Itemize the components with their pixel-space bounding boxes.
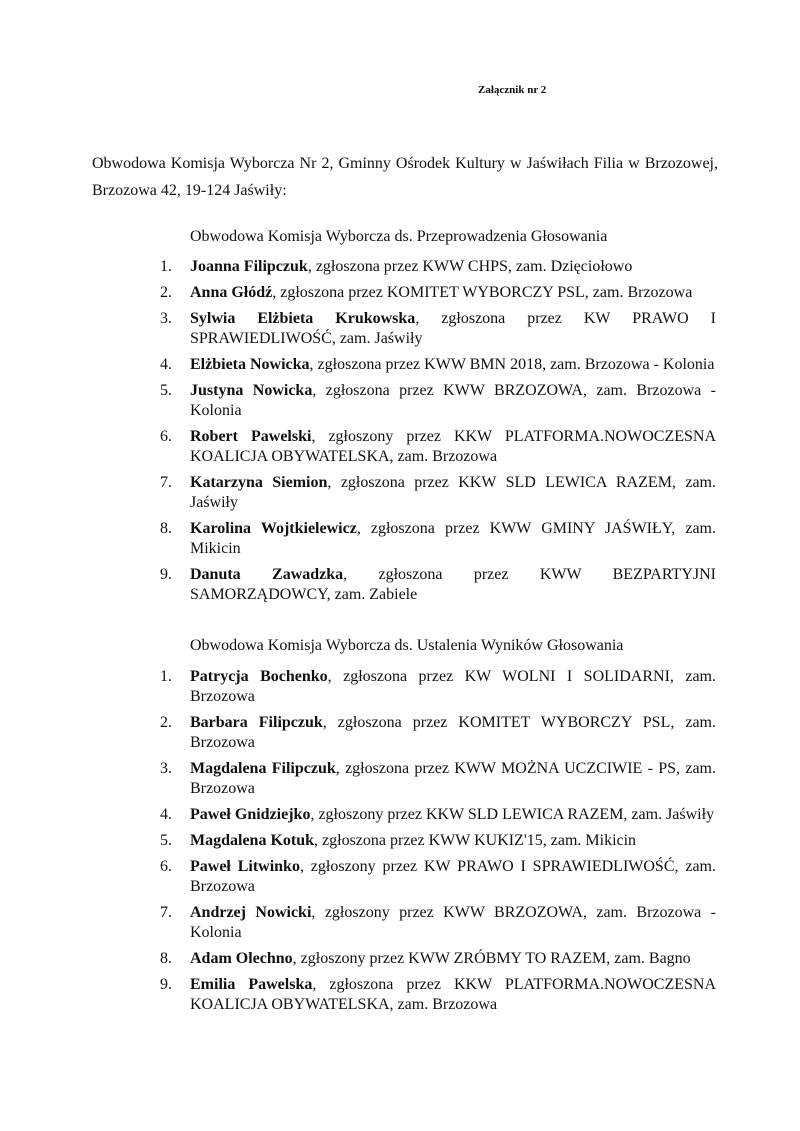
- member-name: Justyna Nowicka: [190, 382, 313, 399]
- member-details: , zgłoszona przez KWW GMINY JAŚWIŁY, zam. Mikicin: [190, 520, 716, 557]
- member-number: 8.: [160, 950, 172, 967]
- member-item: [160, 427, 716, 467]
- member-number: 1.: [160, 258, 172, 275]
- member-name: Paweł Litwinko: [190, 858, 300, 875]
- annex-label: Załącznik nr 2: [478, 84, 547, 96]
- commission-header-line-1: Obwodowa Komisja Wyborcza Nr 2, Gminny Ośrodek Kultury w Jaświłach Filia w Brzozowej,: [92, 155, 718, 172]
- member-name: Adam Olechno: [190, 950, 293, 967]
- member-name: Andrzej Nowicki: [190, 904, 312, 921]
- member-number: 8.: [160, 520, 172, 537]
- member-name: Robert Pawelski: [190, 428, 312, 445]
- member-details: , zgłoszony przez KW PRAWO I SPRAWIEDLIWOŚĆ, zam. Brzozowa: [190, 858, 716, 895]
- member-details: , zgłoszony przez KWW ZRÓBMY TO RAZEM, zam. Bagno: [292, 950, 691, 967]
- commission-header: [92, 150, 718, 204]
- member-number: 9.: [160, 976, 172, 993]
- member-number: 7.: [160, 474, 172, 491]
- member-name: Danuta Zawadzka: [190, 566, 344, 583]
- member-number: 5.: [160, 382, 172, 399]
- member-name: Patrycja Bochenko: [190, 668, 328, 685]
- member-number: 5.: [160, 832, 172, 849]
- member-number: 9.: [160, 566, 172, 583]
- member-details: , zgłoszona przez KOMITET WYBORCZY PSL, zam. Brzozowa: [272, 284, 693, 301]
- member-number: 7.: [160, 904, 172, 921]
- member-number: 2.: [160, 284, 172, 301]
- member-details: , zgłoszona przez KWW BEZPARTYJNI SAMORZĄDOWCY, zam. Zabiele: [190, 566, 716, 603]
- member-name: Katarzyna Siemion: [190, 474, 328, 491]
- member-item: [160, 805, 716, 825]
- member-item: [160, 309, 716, 349]
- member-item: [160, 713, 716, 753]
- member-details: , zgłoszona przez KKW SLD LEWICA RAZEM, zam. Jaświły: [190, 474, 716, 511]
- member-details: , zgłoszona przez KWW BMN 2018, zam. Brzozowa - Kolonia: [309, 356, 715, 373]
- member-name: Sylwia Elżbieta Krukowska: [190, 310, 416, 327]
- member-details: , zgłoszona przez KW PRAWO I SPRAWIEDLIWOŚĆ, zam. Jaświły: [190, 310, 716, 347]
- member-item: [160, 857, 716, 897]
- member-item: [160, 759, 716, 799]
- member-list-voting: [160, 257, 716, 611]
- member-item: [160, 667, 716, 707]
- member-number: 6.: [160, 858, 172, 875]
- member-number: 3.: [160, 760, 172, 777]
- member-number: 2.: [160, 714, 172, 731]
- member-item: [160, 355, 716, 375]
- member-number: 6.: [160, 428, 172, 445]
- member-name: Emilia Pawelska: [190, 976, 313, 993]
- member-details: , zgłoszona przez KOMITET WYBORCZY PSL, zam. Brzozowa: [190, 714, 717, 751]
- member-name: Magdalena Filipczuk: [190, 760, 336, 777]
- member-name: Karolina Wojtkielewicz: [190, 520, 357, 537]
- member-item: [160, 949, 716, 969]
- member-name: Magdalena Kotuk: [190, 832, 315, 849]
- member-list-results: [160, 667, 716, 1021]
- member-number: 4.: [160, 806, 172, 823]
- member-details: , zgłoszony przez KKW SLD LEWICA RAZEM, zam. Jaświły: [310, 806, 715, 823]
- member-name: Barbara Filipczuk: [190, 714, 323, 731]
- member-number: 1.: [160, 668, 172, 685]
- member-name: Elżbieta Nowicka: [190, 356, 310, 373]
- member-details: , zgłoszony przez KWW BRZOZOWA, zam. Brzozowa - Kolonia: [190, 904, 716, 941]
- member-item: [160, 473, 716, 513]
- commission-header-line-2: Brzozowa 42, 19-124 Jaświły:: [92, 182, 287, 199]
- member-item: [160, 257, 716, 277]
- member-item: [160, 381, 716, 421]
- member-item: [160, 903, 716, 943]
- member-name: Paweł Gnidziejko: [190, 806, 311, 823]
- member-details: , zgłoszona przez KWW BRZOZOWA, zam. Brzozowa - Kolonia: [190, 382, 717, 419]
- section-title-voting: Obwodowa Komisja Wyborcza ds. Przeprowadzenia Głosowania: [190, 228, 608, 245]
- member-details: , zgłoszona przez KWW MOŻNA UCZCIWIE - PS, zam. Brzozowa: [190, 760, 717, 797]
- member-item: [160, 283, 716, 303]
- member-item: [160, 831, 716, 851]
- member-details: , zgłoszony przez KKW PLATFORMA.NOWOCZESNA KOALICJA OBYWATELSKA, zam. Brzozowa: [190, 428, 716, 465]
- member-item: [160, 565, 716, 605]
- member-name: Anna Głódź: [190, 284, 273, 301]
- member-name: Joanna Filipczuk: [190, 258, 308, 275]
- member-item: [160, 519, 716, 559]
- member-details: , zgłoszona przez KWW KUKIZ'15, zam. Mikicin: [314, 832, 637, 849]
- member-number: 3.: [160, 310, 172, 327]
- member-number: 4.: [160, 356, 172, 373]
- member-details: , zgłoszona przez KW WOLNI I SOLIDARNI, zam. Brzozowa: [190, 668, 716, 705]
- member-details: , zgłoszona przez KKW PLATFORMA.NOWOCZESNA KOALICJA OBYWATELSKA, zam. Brzozowa: [190, 976, 716, 1013]
- member-details: , zgłoszona przez KWW CHPS, zam. Dzięciołowo: [307, 258, 633, 275]
- member-item: [160, 975, 716, 1015]
- section-title-results: Obwodowa Komisja Wyborcza ds. Ustalenia Wyników Głosowania: [190, 637, 624, 654]
